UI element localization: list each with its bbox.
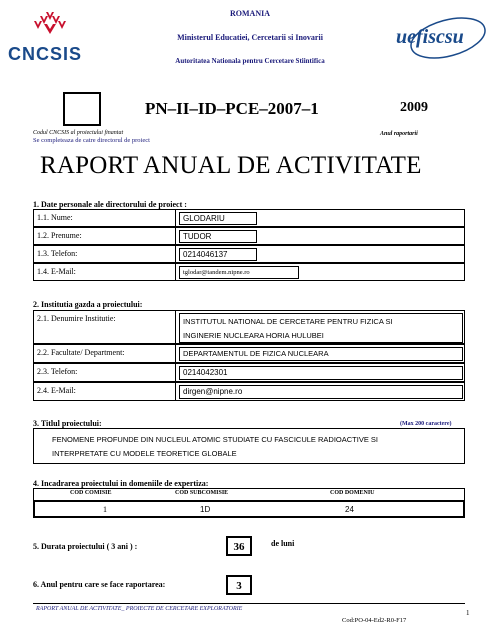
report-year-label: 6. Anul pentru care se face raportarea:	[33, 580, 166, 589]
section4-title: 4. Incadrarea proiectului in domeniile de expertiza:	[33, 479, 209, 488]
facultate-field[interactable]: DEPARTAMENTUL DE FIZICA NUCLEARA	[179, 347, 463, 361]
code-note: Codul CNCSIS al proiectului finantat	[33, 130, 124, 136]
cod-domeniu-field[interactable]: 24	[345, 505, 354, 514]
header-authority: Autoritatea Nationala pentru Cercetare Stiintifica	[175, 57, 325, 65]
header-ministry: Ministerul Educatiei, Cercetarii si Inovarii	[177, 33, 323, 42]
nume-field[interactable]: GLODARIU	[179, 212, 257, 225]
row-email-institutie	[33, 382, 465, 401]
project-title-text	[52, 433, 452, 461]
max-chars-note: (Max 200 caractere)	[400, 421, 452, 427]
duration-unit: de luni	[271, 539, 295, 548]
row-label: 2.2. Facultate/ Department:	[34, 345, 176, 362]
form-code: Cod:PO-04-Ed2-R0-F17	[342, 617, 407, 624]
row-label: 1.1. Nume:	[34, 210, 176, 226]
telefon-institutie-field[interactable]: 0214042301	[179, 366, 463, 380]
cncsis-logo	[6, 6, 116, 66]
duration-label: 5. Durata proiectului ( 3 ani ) :	[33, 542, 138, 551]
col-domeniu: COD DOMENIU	[330, 490, 375, 496]
footer-divider	[33, 603, 465, 604]
row-telefon	[33, 245, 465, 263]
row-prenume	[33, 227, 465, 245]
project-title-field[interactable]	[33, 428, 465, 464]
row-email	[33, 263, 465, 281]
cod-subcomisie-field[interactable]: 1D	[200, 505, 211, 514]
row-nume	[33, 209, 465, 227]
section1-title: 1. Date personale ale directorului de proiect :	[33, 200, 187, 209]
cncsis-logo-text: CNCSIS	[8, 44, 83, 64]
row-label: 1.2. Prenume:	[34, 228, 176, 244]
code-note-fill: Se completeaza de catre directorul de proiect	[33, 137, 150, 144]
report-year-field[interactable]: 3	[226, 575, 252, 595]
section2-title: 2. Institutia gazda a proiectului:	[33, 300, 143, 309]
institutie-line1: INSTITUTUL NATIONAL DE CERCETARE PENTRU FIZICA SI	[183, 317, 393, 326]
project-title-line2: INTERPRETATE CU MODELE TEORETICE GLOBALE	[52, 449, 237, 458]
program-code: PN–II–ID–PCE–2007–1	[145, 99, 319, 118]
row-label: 2.1. Denumire Institutie:	[34, 311, 176, 345]
year-note: Anul raportarii	[380, 131, 418, 137]
institutie-field[interactable]	[179, 313, 463, 343]
email-field[interactable]: tglodar@tandem.nipne.ro	[179, 266, 299, 279]
row-institutie	[33, 310, 465, 344]
row-label: 2.3. Telefon:	[34, 364, 176, 381]
row-telefon-institutie	[33, 363, 465, 382]
telefon-field[interactable]: 0214046137	[179, 248, 257, 261]
email-institutie-field[interactable]: dirgen@nipne.ro	[179, 385, 463, 399]
section3-title: 3. Titlul proiectului:	[33, 419, 102, 428]
domain-values-row	[33, 500, 465, 518]
duration-field[interactable]: 36	[226, 536, 252, 556]
page-title: RAPORT ANUAL DE ACTIVITATE	[40, 152, 422, 179]
report-year: 2009	[400, 100, 428, 115]
uefiscsu-logo-text: uefiscsu	[396, 26, 464, 48]
cncsis-code-box[interactable]	[63, 92, 101, 126]
institutie-line2: INGINERIE NUCLEARA HORIA HULUBEI	[183, 331, 324, 340]
page-number: 1	[466, 609, 470, 617]
header-country: ROMANIA	[230, 9, 270, 18]
row-label: 1.4. E-Mail:	[34, 264, 176, 280]
row-facultate	[33, 344, 465, 363]
col-comisie: COD COMISIE	[70, 490, 112, 496]
prenume-field[interactable]: TUDOR	[179, 230, 257, 243]
row-label: 2.4. E-Mail:	[34, 383, 176, 400]
footer-title: RAPORT ANUAL DE ACTIVITATE_ PROIECTE DE CERCETARE EXPLORATORIE	[36, 606, 243, 612]
row-label: 1.3. Telefon:	[34, 246, 176, 262]
col-subcomisie: COD SUBCOMISIE	[175, 490, 229, 496]
project-title-line1: FENOMENE PROFUNDE DIN NUCLEUL ATOMIC STUDIATE CU FASCICULE RADIOACTIVE SI	[52, 435, 379, 444]
cod-comisie-field[interactable]: 1	[103, 505, 107, 514]
uefiscsu-logo	[390, 8, 490, 68]
